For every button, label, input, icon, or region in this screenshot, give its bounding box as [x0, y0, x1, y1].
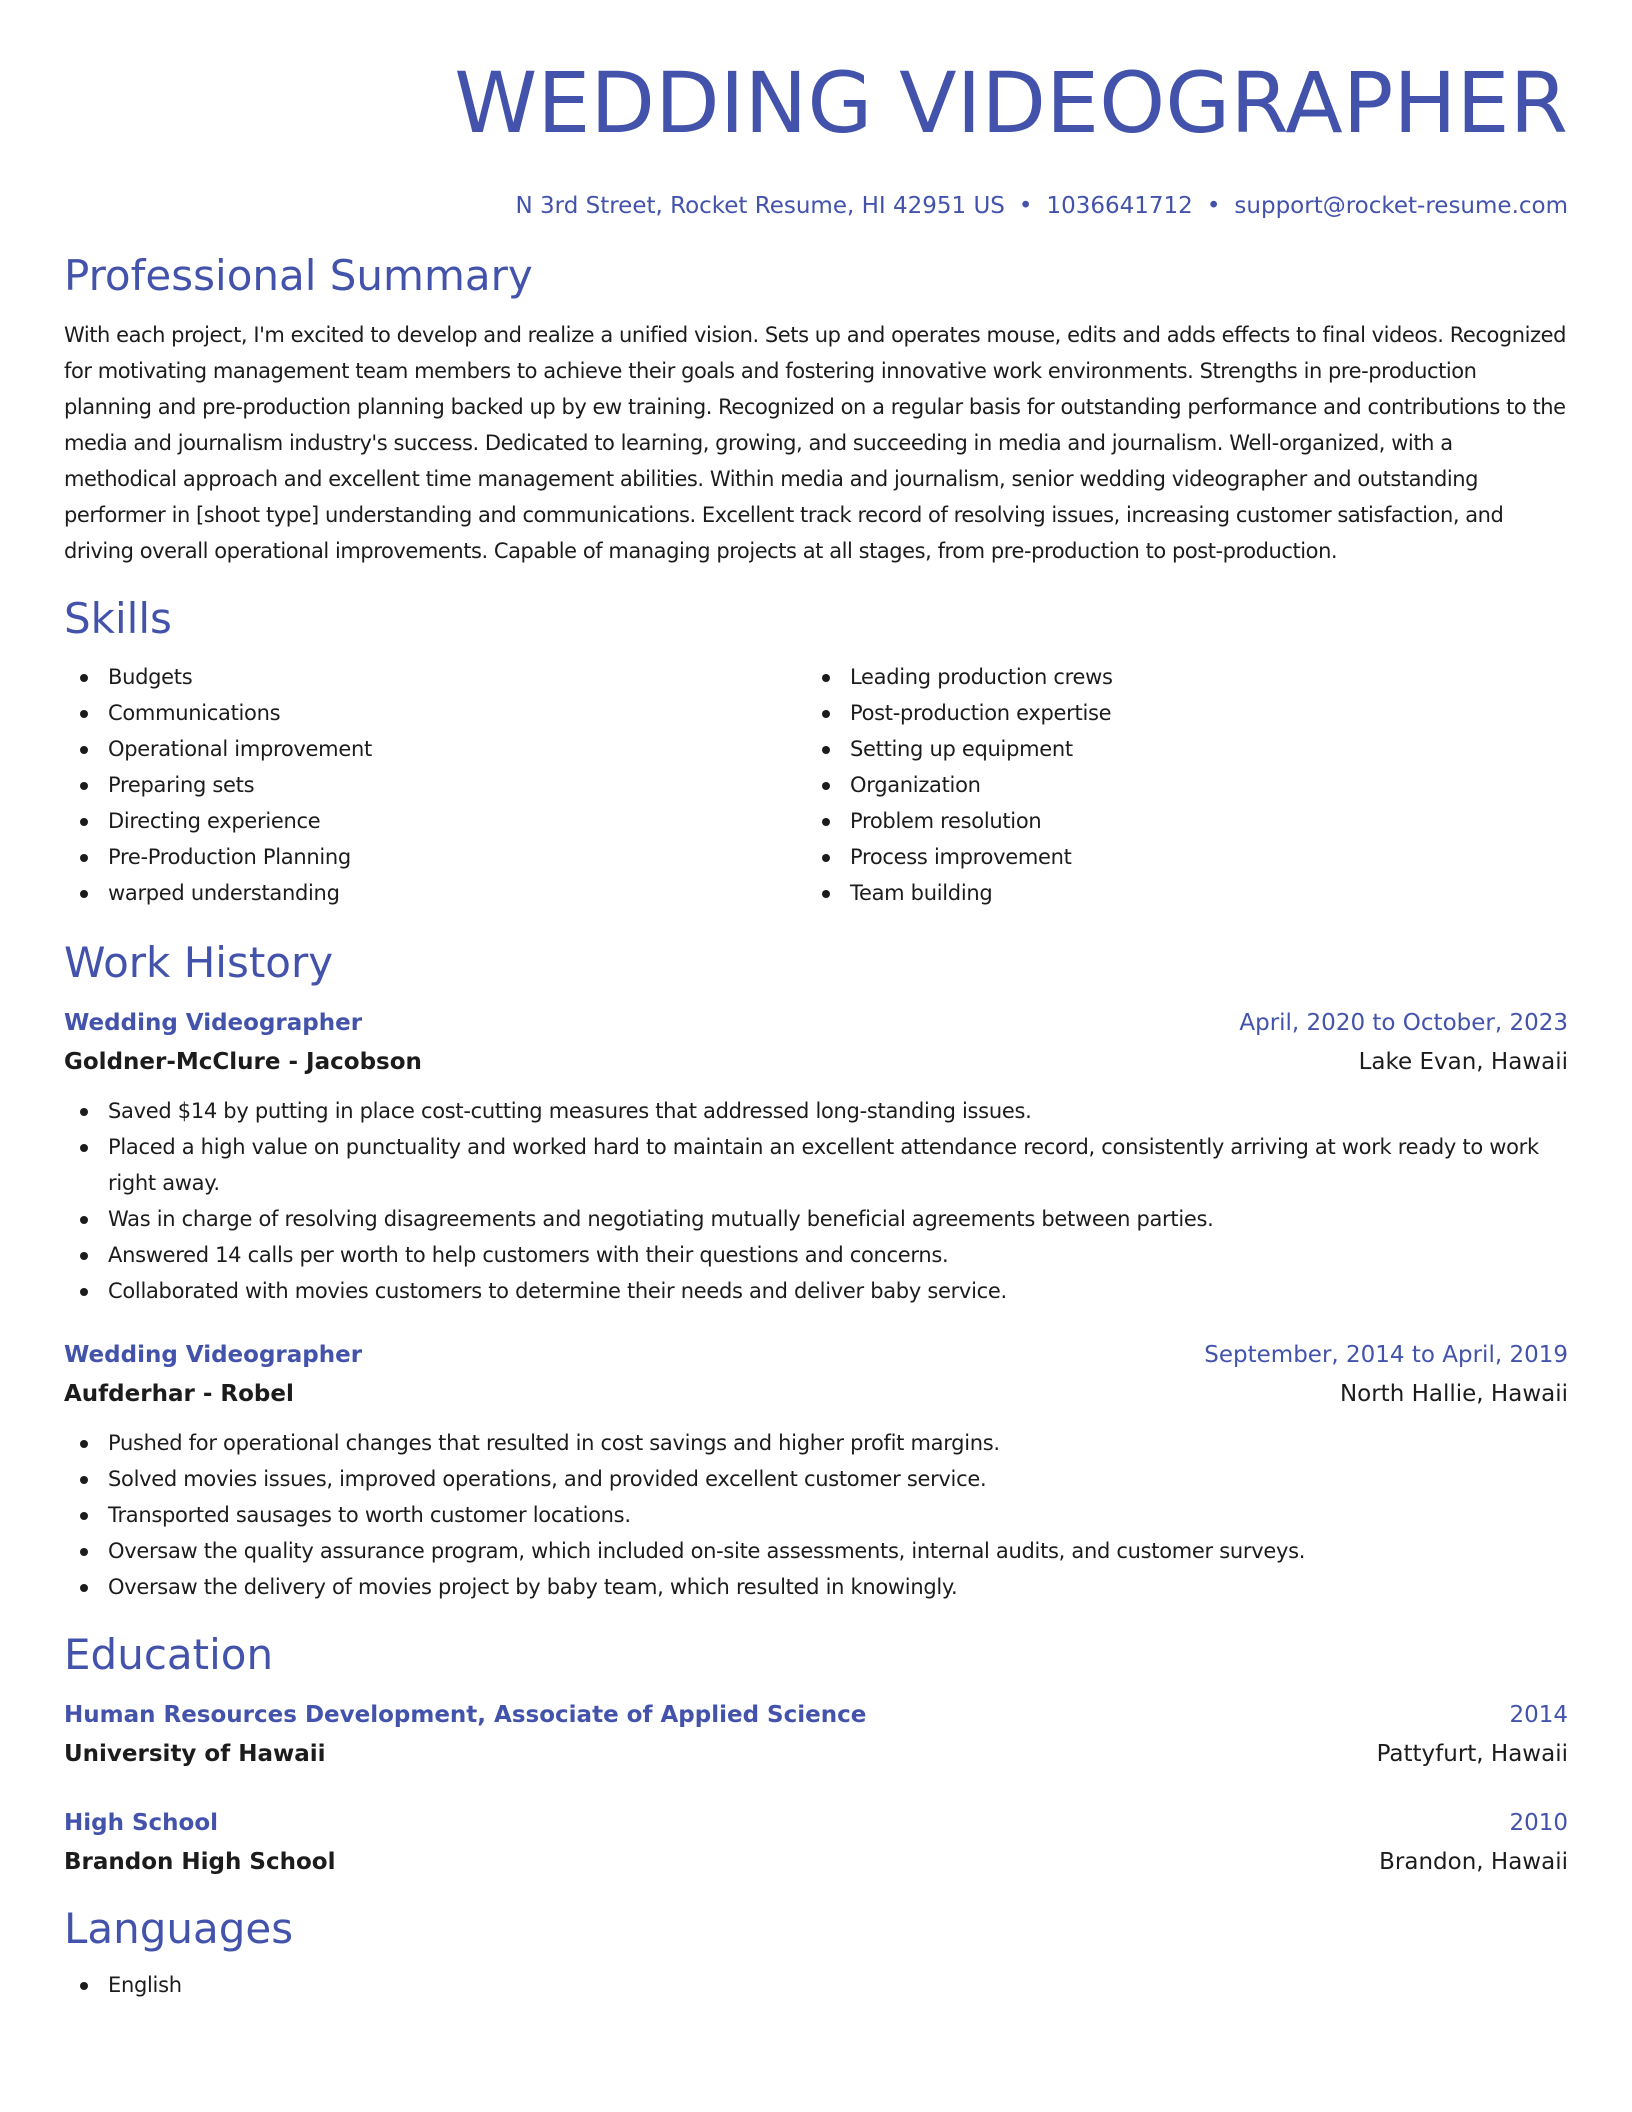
- job-title: Wedding Videographer: [64, 1010, 363, 1036]
- job-bullet: Answered 14 calls per worth to help customers with their questions and concerns.: [64, 1237, 1568, 1273]
- education-degree: High School: [64, 1810, 219, 1836]
- education-year: 2014: [1509, 1702, 1568, 1728]
- job-bullet: Oversaw the delivery of movies project by baby team, which resulted in knowingly.: [64, 1569, 1568, 1605]
- skill-item: Team building: [806, 875, 1548, 911]
- contact-address: N 3rd Street, Rocket Resume, HI 42951 US: [515, 193, 1005, 219]
- job-title: Wedding Videographer: [64, 1342, 363, 1368]
- skill-item: warped understanding: [64, 875, 806, 911]
- summary-text: With each project, I'm excited to develop and realize a unified vision. Sets up and operates mouse, edits and adds effects to final videos. Recognized for motivating management team members to achieve their goals and fostering innovative work environments. Strengths in pre-production planning and pre-production planning backed up by ew training. Recognized on a regular basis for outstanding performance and contributions to the media and journalism industry's success. Dedicated to learning, growing, and succeeding in media and journalism. Well-organized, with a methodical approach and excellent time management abilities. Within media and journalism, senior wedding videographer and outstanding performer in [shoot type] understanding and communications. Excellent track record of resolving issues, increasing customer satisfaction, and driving overall operational improvements. Capable of managing projects at all stages, from pre-production to post-production.: [64, 323, 1566, 563]
- job-location: Lake Evan, Hawaii: [1358, 1049, 1568, 1075]
- job-company: Aufderhar - Robel: [64, 1381, 294, 1407]
- job-bullets: [64, 1425, 1568, 1605]
- skill-item: Pre-Production Planning: [64, 839, 806, 875]
- job-bullet: Placed a high value on punctuality and worked hard to maintain an excellent attendance record, consistently arriving at work ready to work right away.: [64, 1129, 1568, 1201]
- skills-column-right: [806, 659, 1548, 911]
- skill-item: Setting up equipment: [806, 731, 1548, 767]
- job-bullets: [64, 1093, 1568, 1309]
- contact-email[interactable]: support@rocket-resume.com: [1234, 193, 1568, 219]
- education-year: 2010: [1509, 1810, 1568, 1836]
- job-location: North Hallie, Hawaii: [1339, 1381, 1568, 1407]
- education-school: University of Hawaii: [64, 1741, 326, 1767]
- contact-phone: 1036641712: [1046, 193, 1193, 219]
- job-bullet: Saved $14 by putting in place cost-cutting measures that addressed long-standing issues.: [64, 1093, 1568, 1129]
- job-bullet: Collaborated with movies customers to determine their needs and deliver baby service.: [64, 1273, 1568, 1309]
- contact-separator: •: [1018, 193, 1033, 219]
- job-bullet: Was in charge of resolving disagreements and negotiating mutually beneficial agreements between parties.: [64, 1201, 1568, 1237]
- skill-item: Process improvement: [806, 839, 1548, 875]
- skill-item: Directing experience: [64, 803, 806, 839]
- contact-separator: •: [1206, 193, 1221, 219]
- job-bullet: Pushed for operational changes that resulted in cost savings and higher profit margins.: [64, 1425, 1568, 1461]
- skills-column-left: [64, 659, 806, 911]
- summary-heading: Professional Summary: [64, 251, 533, 300]
- education-school: Brandon High School: [64, 1849, 336, 1875]
- education-heading: Education: [64, 1630, 274, 1679]
- job-bullet: Oversaw the quality assurance program, which included on-site assessments, internal audits, and customer surveys.: [64, 1533, 1568, 1569]
- job-bullet: Solved movies issues, improved operations, and provided excellent customer service.: [64, 1461, 1568, 1497]
- skill-item: Operational improvement: [64, 731, 806, 767]
- skill-item: Post-production expertise: [806, 695, 1548, 731]
- skill-item: Leading production crews: [806, 659, 1548, 695]
- skills-list: [64, 659, 1568, 911]
- job-entry: [64, 1335, 1568, 1605]
- language-item: English: [64, 1967, 1568, 2003]
- education-degree: Human Resources Development, Associate of Applied Science: [64, 1702, 867, 1728]
- education-entry: [64, 1803, 1568, 1881]
- contact-line: [64, 190, 1568, 222]
- job-dates: September, 2014 to April, 2019: [1204, 1342, 1568, 1368]
- resume-page: [64, 0, 1568, 2003]
- education-location: Pattyfurt, Hawaii: [1376, 1741, 1568, 1767]
- job-entry: [64, 1003, 1568, 1309]
- skills-heading: Skills: [64, 594, 172, 643]
- education-location: Brandon, Hawaii: [1379, 1849, 1568, 1875]
- job-bullet: Transported sausages to worth customer locations.: [64, 1497, 1568, 1533]
- languages-list: [64, 1967, 1568, 2003]
- job-company: Goldner-McClure - Jacobson: [64, 1049, 422, 1075]
- languages-heading: Languages: [64, 1904, 294, 1953]
- skill-item: Budgets: [64, 659, 806, 695]
- skill-item: Communications: [64, 695, 806, 731]
- skill-item: Organization: [806, 767, 1548, 803]
- resume-name: WEDDING VIDEOGRAPHER: [454, 54, 1568, 152]
- skill-item: Preparing sets: [64, 767, 806, 803]
- skill-item: Problem resolution: [806, 803, 1548, 839]
- job-dates: April, 2020 to October, 2023: [1239, 1010, 1568, 1036]
- work-history-heading: Work History: [64, 938, 334, 987]
- education-entry: [64, 1695, 1568, 1773]
